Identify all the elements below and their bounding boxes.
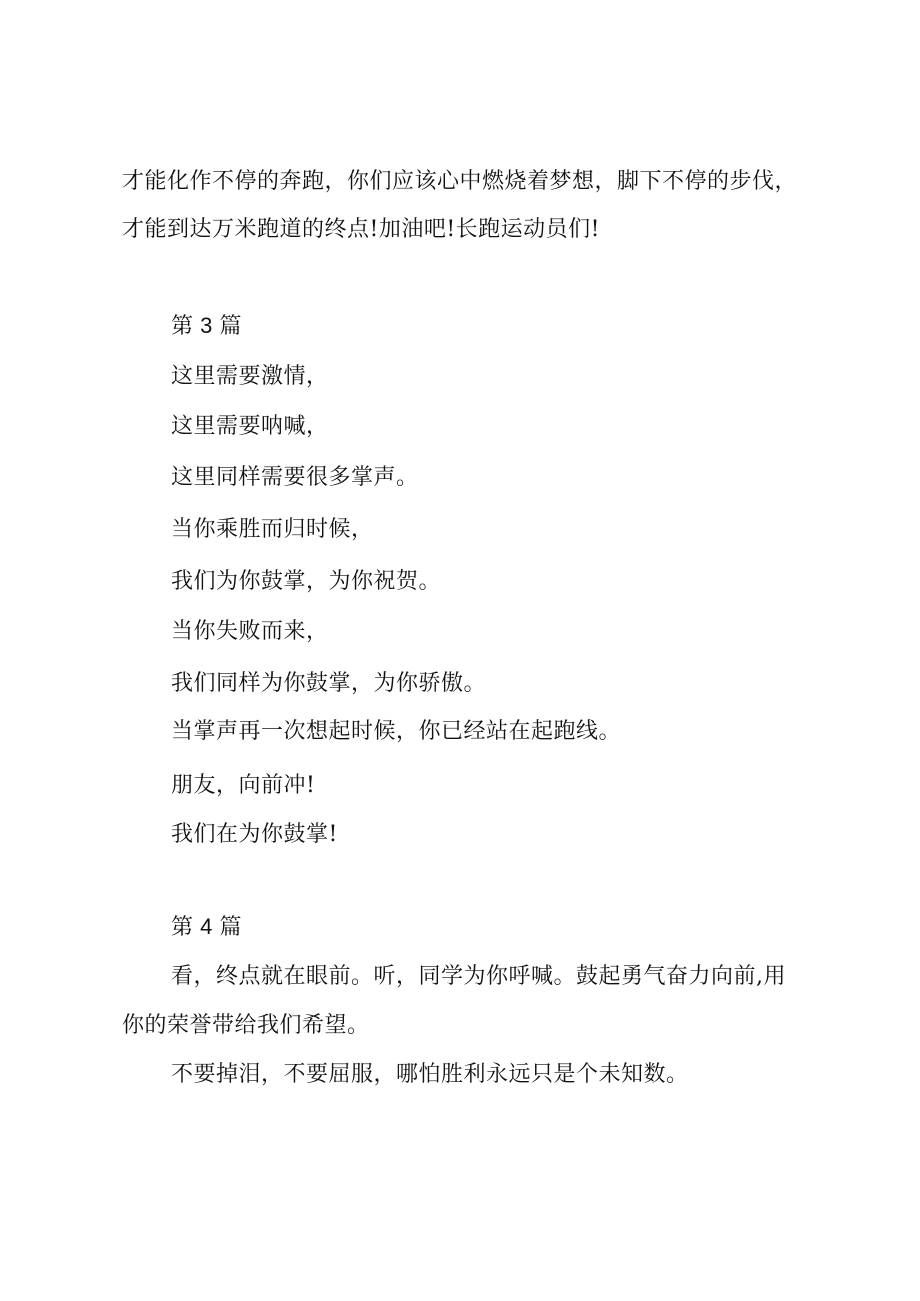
poem-line: 当掌声再一次想起时候，你已经站在起跑线。 bbox=[171, 719, 622, 744]
poem-line: 我们在为你鼓掌! bbox=[171, 822, 338, 847]
section-4-para-1-line-2: 你的荣誉带给我们希望。 bbox=[122, 1013, 370, 1038]
poem-line: 这里需要激情， bbox=[171, 364, 329, 389]
section-4-heading: 第 4 篇 bbox=[171, 914, 242, 939]
intro-line-1: 才能化作不停的奔跑，你们应该心中燃烧着梦想，脚下不停的步伐， bbox=[122, 169, 798, 194]
intro-line-2: 才能到达万米跑道的终点!加油吧!长跑运动员们! bbox=[122, 217, 601, 242]
poem-line: 朋友，向前冲! bbox=[171, 773, 316, 798]
poem-line: 当你失败而来， bbox=[171, 619, 329, 644]
poem-line: 这里同样需要很多掌声。 bbox=[171, 465, 419, 490]
poem-line: 我们同样为你鼓掌，为你骄傲。 bbox=[171, 671, 487, 696]
poem-line: 我们为你鼓掌，为你祝贺。 bbox=[171, 569, 442, 594]
section-4-para-2: 不要掉泪，不要屈服，哪怕胜利永远只是个未知数。 bbox=[171, 1062, 689, 1087]
section-4-para-1-line-1: 看，终点就在眼前。听，同学为你呼喊。鼓起勇气奋力向前,用 bbox=[171, 964, 786, 989]
poem-line: 当你乘胜而归时候， bbox=[171, 517, 374, 542]
section-3-heading: 第 3 篇 bbox=[171, 313, 242, 338]
poem-line: 这里需要呐喊， bbox=[171, 414, 329, 439]
